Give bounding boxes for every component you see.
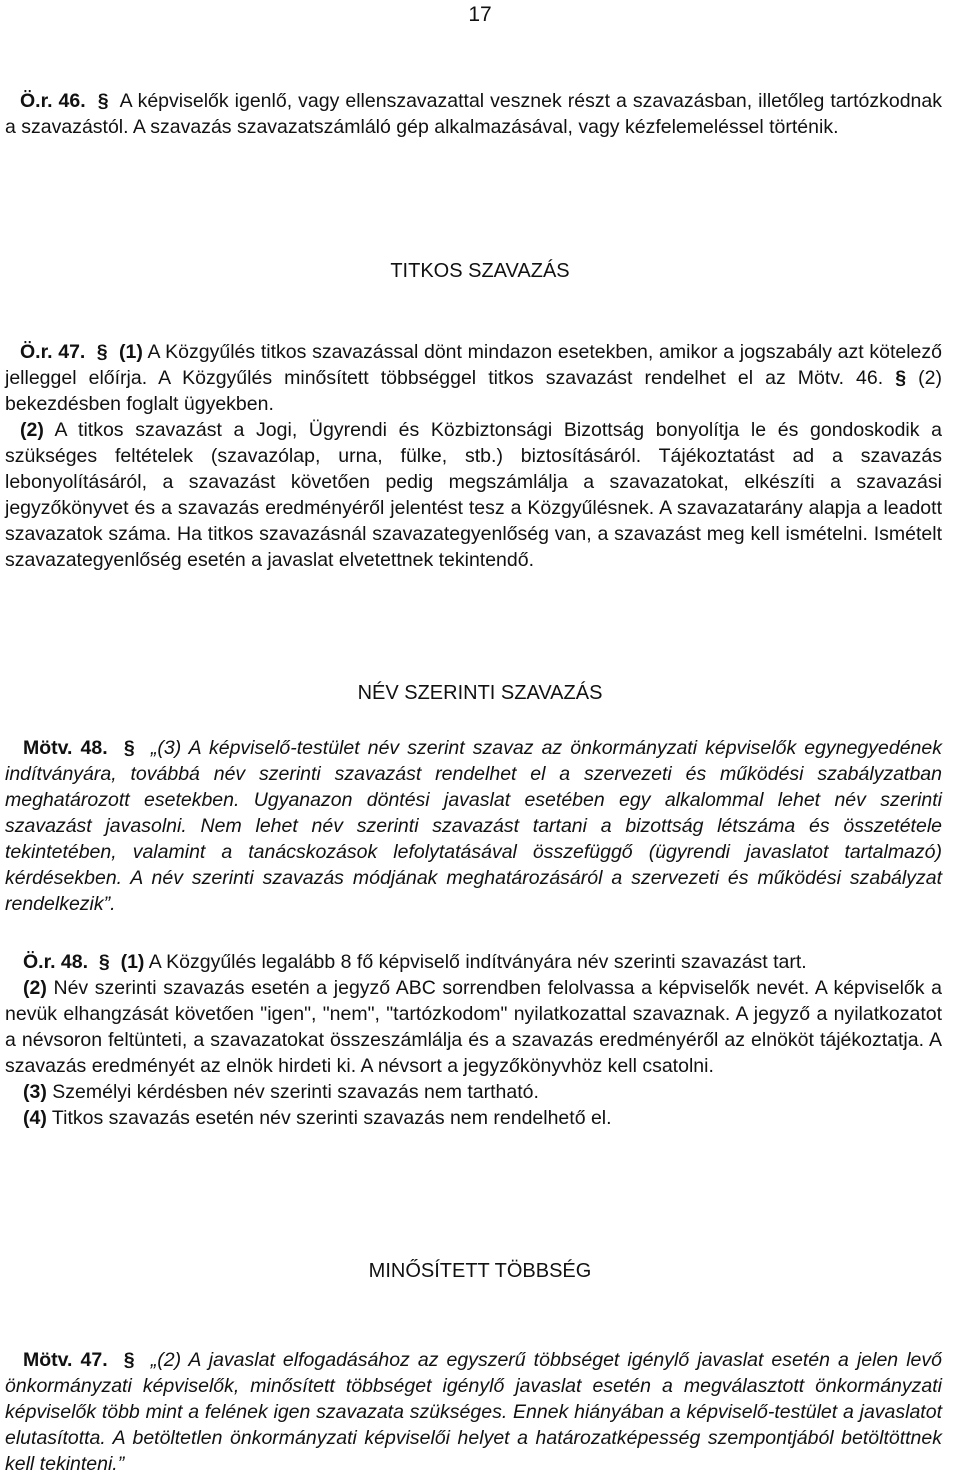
quote-motv-47	[5, 1347, 942, 1477]
paragraph-text: A Közgyűlés legalább 8 fő képviselő indítványára név szerinti szavazást tart.	[148, 951, 807, 973]
paragraph-number: (4)	[23, 1107, 47, 1129]
section-or-48-par-2	[5, 975, 942, 1079]
section-or-47-par-1	[5, 339, 942, 417]
section-ref: Ö.r. 46.	[20, 90, 86, 112]
quoted-law-text: „(3) A képviselő-testület név szerint szavaz az önkormányzati képviselők egynegyedének indítványára, továbbá név szerinti szavazást rendelhet el a szervezeti és működési szabályzatban meghatározott esetekben. Ugyanazon döntési javaslat esetében egy alkalommal lehet név szerinti szavazást javasolni. Nem lehet név szerinti szavazást tartani a bizottság létszáma és összetétele tekintetében, valamint a tanácskozások lefolytatásával összefüggő (ügyrendi javaslatot tartalmazó) kérdésekben. A név szerinti szavazás módjának meghatározásáról a szervezeti és működési szabályzat rendelkezik”.	[5, 737, 942, 915]
section-ref: Mötv. 47.	[23, 1349, 108, 1371]
section-or-48-par-3	[5, 1079, 942, 1105]
paragraph-sign: §	[96, 341, 108, 363]
paragraph-sign: §	[97, 90, 109, 112]
heading-nev-szerinti-szavazas: NÉV SZERINTI SZAVAZÁS	[357, 682, 603, 704]
section-text: A képviselők igenlő, vagy ellenszavazattal vesznek részt a szavazásban, illetőleg tartózkodnak a szavazástól. A szavazás szavazatszámláló gép alkalmazásával, vagy kézfelemeléssel történik.	[5, 90, 942, 138]
section-or-47	[5, 339, 942, 573]
paragraph-number: (1)	[120, 951, 145, 973]
paragraph-text: Személyi kérdésben név szerinti szavazás nem tartható.	[52, 1081, 539, 1103]
paragraph-sign: §	[98, 951, 110, 973]
quoted-law-text: „(2) A javaslat elfogadásához az egyszerű többséget igénylő javaslat esetén a jelen levő önkormányzati képviselők, minősített többséget igénylő javaslat esetén a megválasztott önkormányzati képviselők több mint a felének igen szavazata szükséges. Ennek hiányában a képviselő-testület a javaslatot elutasította. A betöltetlen önkormányzati képviselői helyet a határozatképesség szempontjából betöltöttnek kell tekinteni.”	[5, 1349, 942, 1475]
paragraph-number: (2)	[20, 419, 44, 441]
paragraph-sign: §	[123, 737, 135, 759]
paragraph-text: A Közgyűlés titkos szavazással dönt mindazon esetekben, amikor a jogszabály azt kötelező jelleggel előírja. A Közgyűlés minősített többséggel titkos szavazást rendelhet el az Mötv. 46.	[5, 341, 943, 389]
paragraph-sign: §	[123, 1349, 135, 1371]
paragraph-number: (2)	[23, 977, 47, 999]
quote-motv-48	[5, 735, 942, 917]
paragraph-text: Név szerinti szavazás esetén a jegyző ABC sorrendben felolvassa a képviselők nevét. A képviselők a nevük elhangzását követően "igen", "nem", "tartózkodom" nyilatkozattal szavaznak. A jegyző a nyilatkozatot a névsoron feltünteti, a szavazatokat összeszámlálja és a szavazás eredményéről az elnököt tájékoztatja. A szavazás eredményét az elnök hirdeti ki. A névsort a jegyzőkönyvhöz kell csatolni.	[5, 977, 942, 1077]
section-ref: Mötv. 48.	[23, 737, 108, 759]
section-or-48-par-1	[5, 949, 942, 975]
paragraph-sign: §	[895, 367, 907, 389]
paragraph-text: Titkos szavazás esetén név szerinti szavazás nem rendelhető el.	[51, 1107, 612, 1129]
paragraph-text: (2) bekezdésben foglalt ügyekben.	[5, 367, 942, 415]
paragraph-text: A titkos szavazást a Jogi, Ügyrendi és Közbiztonsági Bizottság bonyolítja le és gondoskodik a szükséges feltételek (szavazólap, urna, fülke, stb.) biztosításáról. Tájékoztatást ad a szavazás lebonyolításáról, a szavazást követően pedig megszámlálja a szavazatokat, elkészíti a szavazási jegyzőkönyvet és a szavazás eredményéről jelentést tesz a Közgyűlésnek. A szavazatarány alapja a leadott szavazatok száma. Ha titkos szavazásnál szavazategyenlőség van, a szavazást meg kell ismételni. Ismételt szavazategyenlőség esetén a javaslat elvetettnek tekintendő.	[5, 419, 943, 571]
section-ref: Ö.r. 47.	[20, 341, 86, 363]
paragraph-number: (1)	[119, 341, 143, 363]
paragraph-number: (3)	[23, 1081, 47, 1103]
section-or-47-par-2	[5, 417, 942, 573]
section-or-48-par-4	[5, 1105, 942, 1131]
section-or-48	[5, 949, 942, 1131]
section-or-46	[5, 88, 942, 140]
heading-titkos-szavazas: TITKOS SZAVAZÁS	[390, 260, 570, 282]
section-ref: Ö.r. 48.	[23, 951, 89, 973]
page-number: 17	[468, 3, 492, 26]
heading-minositett-tobbseg: MINŐSÍTETT TÖBBSÉG	[368, 1260, 592, 1282]
